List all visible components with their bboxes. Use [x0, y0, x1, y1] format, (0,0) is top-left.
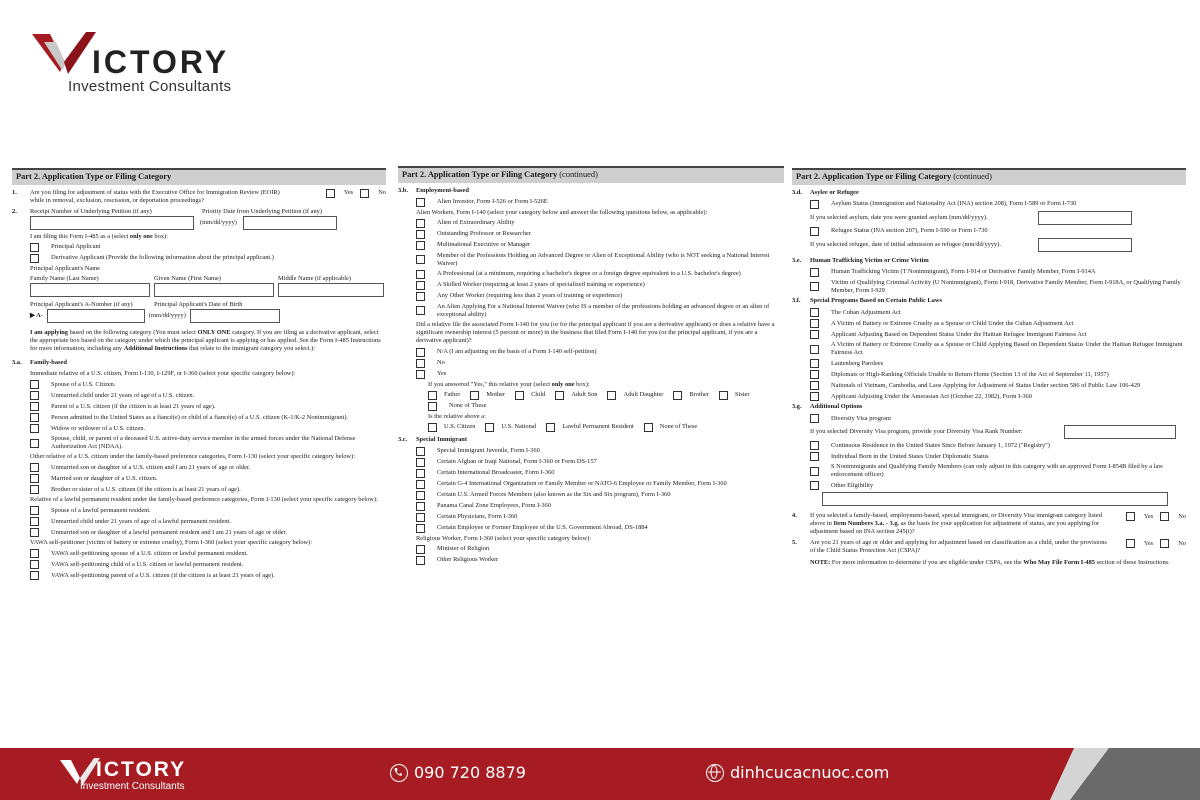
derivative-applicant-checkbox[interactable] [30, 254, 39, 263]
immediate-relative-checkbox[interactable] [30, 439, 39, 448]
special-program-option [792, 341, 1186, 357]
alien-investor-checkbox[interactable] [416, 198, 425, 207]
special-program-option [792, 370, 1186, 379]
page-2-header: Part 2. Application Type or Filing Category (continued) [398, 166, 784, 183]
section-3c-title: Special Immigrant [416, 435, 467, 443]
additional-option-option [792, 463, 1186, 479]
relative-status-label: None of These [659, 423, 698, 431]
relative-filed-option [398, 359, 784, 368]
special-program-checkbox[interactable] [810, 370, 819, 379]
religious-worker-checkbox[interactable] [416, 556, 425, 565]
special-program-label: Diplomats or High-Ranking Officials Unable to Return Home (Section 13 of the Act of September 11, 1957) [831, 370, 1109, 378]
q5-no-checkbox[interactable] [1160, 539, 1169, 548]
special-immigrant-label: Certain Afghan or Iraqi National, Form I-360 or Form DS-157 [437, 458, 597, 466]
special-immigrant-checkbox[interactable] [416, 458, 425, 467]
religious-worker-label: Other Religious Worker [437, 556, 499, 564]
cspa-note: NOTE: For more information to determine if you are eligible under CSPA, see the Who May File Form I-485 section of these Instructions. [810, 558, 1170, 566]
page-3-header: Part 2. Application Type or Filing Category (continued) [792, 168, 1186, 185]
principal-family-name-field[interactable] [30, 283, 150, 297]
question-5: 5. Are you 21 years of age or older and applying for adjustment based on classification as a child, under the provisions of the Child Status Protection Act (CSPA)? Yes No [792, 539, 1186, 555]
special-immigrant-label: Certain International Broadcaster, Form I-360 [437, 469, 555, 477]
special-immigrant-option [398, 447, 784, 456]
immediate-relative-label: Parent of a U.S. citizen (if the citizen is at least 21 years of age). [51, 402, 216, 410]
immediate-relative-checkbox[interactable] [30, 424, 39, 433]
relative-filed-label: N/A (I am adjusting on the basis of a Form I-140 self-petition) [437, 348, 597, 356]
question-1: 1. Are you filing for adjustment of status with the Executive Office for Immigration Review (EOIR) while in removal, exclusion, rescission, or deportation proceedings? Yes No [12, 188, 386, 204]
relative-filed-checkbox[interactable] [416, 359, 425, 368]
relative-type-label: Brother [689, 391, 709, 399]
employment-category-checkbox[interactable] [416, 230, 425, 239]
relative-type-label: Child [531, 391, 546, 399]
phone-icon [390, 764, 408, 782]
relative-type-checkbox[interactable] [555, 391, 564, 400]
family-preference-checkbox[interactable] [30, 474, 39, 483]
relative-type-checkbox[interactable] [470, 391, 479, 400]
footer-website[interactable]: dinhcucacnuoc.com [706, 763, 889, 782]
receipt-number-field[interactable] [30, 216, 194, 230]
applying-instructions: I am applying based on the following category (You must select ONLY ONE category. If you are filing as a derivative applicant, select the appropriate box based on the category under which the principal applicant is applying or has applied. See the Form I-485 Instructions for more information, including any Additional Instructions that relate to the immigrant category you select.): [30, 328, 381, 352]
additional-option-label: Continuous Residence in the United States Since Before January 1, 1972 ("Registry") [831, 441, 1050, 449]
vawa-category-label: VAWA self-petitioning spouse of a U.S. citizen or lawful permanent resident. [51, 549, 248, 557]
special-immigrant-checkbox[interactable] [416, 469, 425, 478]
employment-category-label: Any Other Worker (requiring less than 2 years of training or experience) [437, 292, 623, 300]
relative-filed-option [398, 370, 784, 379]
religious-worker-checkbox[interactable] [416, 545, 425, 554]
relative-type-checkbox[interactable] [673, 391, 682, 400]
principal-applicant-checkbox[interactable] [30, 243, 39, 252]
additional-option-option [792, 481, 1186, 490]
immediate-relative-label: Unmarried child under 21 years of age of a U.S. citizen. [51, 391, 195, 399]
vawa-category-checkbox[interactable] [30, 571, 39, 580]
other-eligibility-field[interactable] [822, 492, 1168, 506]
section-3e-title: Human Trafficking Victim or Crime Victim [810, 256, 929, 264]
trafficking-category-label: Victim of Qualifying Criminal Activity (U Nonimmigrant), Form I-918, Derivative Family Member, Form I-918A, or Qualifying Family Member, Form I-929 [831, 278, 1181, 294]
special-program-label: A Victim of Battery or Extreme Cruelty as a Spouse or Child Applying Based on Dependent Status Under the Haitian Refugee Immigrant Fairness Act [831, 341, 1183, 357]
victory-v-mark [30, 28, 100, 80]
additional-option-checkbox[interactable] [810, 452, 819, 461]
special-immigrant-option [398, 458, 784, 467]
family-preference-label: Brother or sister of a U.S. citizen (if the citizen is at least 21 years of age). [51, 485, 241, 493]
special-program-label: Lautenberg Parolees [831, 359, 884, 367]
special-immigrant-label: Special Immigrant Juvenile, Form I-360 [437, 447, 540, 455]
special-program-checkbox[interactable] [810, 392, 819, 401]
trafficking-category-checkbox[interactable] [810, 282, 819, 291]
employment-category-label: A Skilled Worker (requiring at least 2 years of specialized training or experience) [437, 281, 645, 289]
employment-category-label: An Alien Applying For a National Interest Waiver (who IS a member of the professions holding an advanced degree or an alien of exceptional ability) [437, 302, 770, 318]
vawa-category-option [12, 571, 386, 580]
relative-status-label: U.S. Citizen [444, 423, 476, 431]
principal-given-name-field[interactable] [154, 283, 274, 297]
trafficking-category-checkbox[interactable] [810, 268, 819, 277]
family-preference-checkbox[interactable] [30, 463, 39, 472]
employment-category-checkbox[interactable] [416, 255, 425, 264]
special-immigrant-checkbox[interactable] [416, 524, 425, 533]
relative-filed-checkbox[interactable] [416, 348, 425, 357]
relative-type-checkbox[interactable] [719, 391, 728, 400]
family-preference-checkbox[interactable] [30, 485, 39, 494]
employment-category-checkbox[interactable] [416, 270, 425, 279]
family-preference-option [12, 474, 386, 483]
family-preference-label: Married son or daughter of a U.S. citizen. [51, 474, 158, 482]
employment-category-label: Multinational Executive or Manager [437, 241, 531, 249]
footer-logo-subtitle: Investment Consultants [80, 781, 185, 792]
relative-filed-label: No [437, 359, 445, 367]
immediate-relative-label: Person admitted to the United States as a fiancé(e) or child of a fiancé(e) of a U.S. citizen (K-1/K-2 Nonimmigrant). [51, 413, 349, 421]
special-immigrant-option [398, 524, 784, 533]
question-2: 2. Receipt Number of Underlying Petition (if any) Priority Date from Underlying Petition (if any) (mm/dd/yyyy) [12, 208, 386, 230]
lpr-relative-option [12, 506, 386, 515]
special-program-option [792, 330, 1186, 339]
lpr-relative-checkbox[interactable] [30, 517, 39, 526]
additional-option-label: Other Eligibility [831, 481, 874, 489]
trafficking-category-option [792, 279, 1186, 295]
relative-status-checkbox[interactable] [428, 423, 437, 432]
globe-icon [706, 764, 724, 782]
relative-status-label: Lawful Permanent Resident [562, 423, 634, 431]
employment-category-option [398, 270, 784, 279]
immediate-relative-option [12, 424, 386, 433]
special-program-checkbox[interactable] [810, 381, 819, 390]
special-program-label: Applicant Adjusting Based on Dependent Status Under the Haitian Refugee Immigrant Fairness Act [831, 330, 1087, 338]
q4-yes-checkbox[interactable] [1126, 512, 1135, 521]
relative-type-checkbox[interactable] [607, 391, 616, 400]
employment-category-option [398, 292, 784, 301]
religious-worker-option [398, 556, 784, 565]
employment-category-checkbox[interactable] [416, 292, 425, 301]
trafficking-category-label: Human Trafficking Victim (T Nonimmigrant), Form I-914 or Derivative Family Member, Form I-914A [831, 268, 1096, 276]
lpr-relative-checkbox[interactable] [30, 506, 39, 515]
special-program-option [792, 359, 1186, 368]
special-program-checkbox[interactable] [810, 330, 819, 339]
footer-logo-word: ICTORY [96, 758, 187, 781]
principal-middle-name-field[interactable] [278, 283, 384, 297]
relative-type-label: Sister [734, 391, 750, 399]
family-preference-option [12, 463, 386, 472]
section-3a-title: Family-based [30, 358, 67, 366]
vawa-category-option [12, 549, 386, 558]
special-program-checkbox[interactable] [810, 359, 819, 368]
logo-word: ICTORY [92, 44, 230, 80]
special-program-label: A Victim of Battery or Extreme Cruelty as a Spouse or Child Under the Cuban Adjustment Act [831, 319, 1074, 327]
special-immigrant-checkbox[interactable] [416, 491, 425, 500]
section-3f-title: Special Programs Based on Certain Public Laws [810, 296, 942, 304]
employment-category-option [398, 241, 784, 250]
immediate-relative-option [12, 435, 386, 451]
lpr-relative-label: Unmarried son or daughter of a lawful permanent resident and I am 21 years of age or older. [51, 528, 288, 536]
employment-category-checkbox[interactable] [416, 281, 425, 290]
relative-type-checkbox[interactable] [428, 391, 437, 400]
section-3g-title: Additional Options [810, 403, 863, 411]
special-program-checkbox[interactable] [810, 345, 819, 354]
trafficking-category-option [792, 268, 1186, 277]
section-3b-title: Employment-based [416, 186, 469, 194]
vawa-category-checkbox[interactable] [30, 560, 39, 569]
employment-category-label: A Professional (at a minimum, requiring a bachelor's degree or a foreign degree equivalent to a U.S. bachelor's degree) [437, 270, 741, 278]
special-immigrant-label: Panama Canal Zone Employees, Form I-360 [437, 502, 551, 510]
special-immigrant-label: Certain G-4 International Organization or Family Member or NATO-6 Employee or Family Member, Form I-360 [437, 480, 727, 488]
employment-category-checkbox[interactable] [416, 306, 425, 315]
relative-filed-checkbox[interactable] [416, 370, 425, 379]
form-page-3: Part 2. Application Type or Filing Category (continued) 3.d. Asylee or Refugee Asylum Status (Immigration and Nationality Act (INA) section 208), Form I-589 or Form I-730 If you selected asylum, date you were granted asylum (mm/dd/yyyy). Refugee Status (INA section 207), Form I-590 or Form I-730 If you selected refugee, date of initial admission as refugee (mm/dd/yyyy). 3.e. Human Trafficking Victim or Crime Victim Human Trafficking Victim (T Nonimmigrant), Form I-914 or Derivative Family Member, Form I-914A Victim of Qualifying Criminal Activity (U Nonimmigrant), Form I-918, Derivative Family Member, Form I-918A, or Qualifying Family Member, Form I-929 3.f. Special Programs Based on Certain Public Laws The Cuban Adjustment Act A Victim of Battery or Extreme Cruelty as a Spouse or Child Under the Cuban Adjustment Act Applicant Adjusting Based on Dependent Status Under the Haitian Refugee Immigrant Fairness Act A Victim of Battery or Extreme Cruelty as a Spouse or Child Applying Based on Dependent Status Under the Haitian Refugee Immigrant Fairness Act Lautenberg Parolees Diplomats or High-Ranking Officials Unable to Return Home (Section 13 of the Act of September 11, 1957) Nationals of Vietnam, Cambodia, and Laos Applying for Adjustment of Status Under section 586 of Public Law 106-429 Applicant Adjusting Under the Amerasian Act (October 22, 1982), Form I-360 3.g. Additional Options Diversity Visa program If you selected Diversity Visa program, provide your Diversity Visa Rank Number: Continuous Residence in the United States Since Before January 1, 1972 ("Registry") Individual Born in the United States Under Diplomatic Status S Nonimmigrants and Qualifying Family Members (can only adjust in this category with an approved Form I-854B filed by a law enforcement officer) Other Eligibility 4. If you selected a family-based, employment-based, special immigrant, or Diversity Visa immigrant category listed above in Item Numbers 3.a. - 3.g. as the basis for your application for adjustment of status, are you applying for adjustment based on INA section 245(i)? Yes No 5. Are you 21 years of age or older and applying for adjustment based on classification as a child, under the provisions of the Child Status Protection Act (CSPA)? Yes No NOTE: For more information to determine if you are eligible under CSPA, see the Who May File Form I-485 section of these Instructions. [792, 168, 1186, 567]
special-immigrant-label: Certain Physicians, Form I-360 [437, 513, 518, 521]
special-immigrant-checkbox[interactable] [416, 480, 425, 489]
refugee-status-checkbox[interactable] [810, 227, 819, 236]
footer-logo [58, 754, 208, 796]
relative-type-checkbox[interactable] [515, 391, 524, 400]
immediate-relative-label: Spouse, child, or parent of a deceased U.S. active-duty service member in the armed forces under the National Defense Authorization Act (NDAA). [51, 435, 356, 451]
principal-a-number-field[interactable] [47, 309, 145, 323]
question-4: 4. If you selected a family-based, employment-based, special immigrant, or Diversity Visa immigrant category listed above in Item Numbers 3.a. - 3.g. as the basis for your application for adjustment of status, are you applying for adjustment based on INA section 245(i)? Yes No [792, 512, 1186, 536]
diversity-visa-checkbox[interactable] [810, 414, 819, 423]
immediate-relative-option [12, 380, 386, 389]
special-immigrant-option [398, 491, 784, 500]
immediate-relative-option [12, 391, 386, 400]
special-immigrant-option [398, 502, 784, 511]
immediate-relative-checkbox[interactable] [30, 380, 39, 389]
special-immigrant-option [398, 469, 784, 478]
immediate-relative-label: Widow or widower of a U.S. citizen. [51, 424, 145, 432]
additional-option-option [792, 452, 1186, 461]
additional-option-checkbox[interactable] [810, 441, 819, 450]
special-immigrant-checkbox[interactable] [416, 447, 425, 456]
lpr-relative-option [12, 528, 386, 537]
family-preference-label: Unmarried son or daughter of a U.S. citizen and I am 21 years of age or older. [51, 463, 251, 471]
family-preference-option [12, 485, 386, 494]
section-3d-title: Asylee or Refugee [810, 188, 859, 196]
relative-type-label: Father [444, 391, 461, 399]
immediate-relative-option [12, 402, 386, 411]
employment-category-option [398, 230, 784, 239]
immediate-relative-checkbox[interactable] [30, 402, 39, 411]
special-immigrant-checkbox[interactable] [416, 513, 425, 522]
special-program-label: The Cuban Adjustment Act [831, 308, 901, 316]
victory-logo [30, 28, 250, 98]
immediate-relative-option [12, 413, 386, 422]
relative-type-label: Adult Daughter [623, 391, 664, 399]
employment-category-option [398, 303, 784, 319]
special-program-label: Nationals of Vietnam, Cambodia, and Laos Applying for Adjustment of Status Under section 586 of Public Law 106-429 [831, 381, 1141, 389]
asylum-status-checkbox[interactable] [810, 200, 819, 209]
immediate-relative-label: Spouse of a U.S. Citizen. [51, 380, 116, 388]
form-page-1: Part 2. Application Type or Filing Category 1. Are you filing for adjustment of status with the Executive Office for Immigration Review (EOIR) while in removal, exclusion, rescission, or deportation proceedings? Yes No 2. Receipt Number of Underlying Petition (if any) Priority Date from Underlying Petition (if any) (mm/dd/yyyy) I am filing this Form I-485 as a (select only one box): Principal Applicant Derivative Applicant (Provide the following information about the principal applicant.) Principal Applicant's Name Family Name (Last Name) Given Name (First Name) Middle Name (if applicable) Principal Applicant's A-Number (if any) Principal Applicant's Date of Birth ▶ A- (mm/dd/yyyy) I am applying based on the following category (You must select ONLY ONE category. If you are filing as a derivative applicant, select the appropriate box based on the category under which the principal applicant is applying or has applied. See the Form I-485 Instructions for more information, including any Additional Instructions that relate to the immigrant category you select.): 3.a. Family-based Immediate relative of a U.S. citizen, Form I-130, I-129F, or I-360 (select your specific category below): Spouse of a U.S. Citizen. Unmarried child under 21 years of age of a U.S. citizen. Parent of a U.S. citizen (if the citizen is at least 21 years of age). Person admitted to the United States as a fiancé(e) or child of a fiancé(e) of a U.S. citizen (K-1/K-2 Nonimmigrant). Widow or widower of a U.S. citizen. Spouse, child, or parent of a deceased U.S. active-duty service member in the armed forces under the National Defense Authorization Act (NDAA). Other relative of a U.S. citizen under the family-based preference categories, Form I-130 (select your specific category below): Unmarried son or daughter of a U.S. citizen and I am 21 years of age or older. Married son or daughter of a U.S. citizen. Brother or sister of a U.S. citizen (if the citizen is at least 21 years of age). Relative of a lawful permanent resident under the family-based preference categories, Form I-130 (select your specific category below): Spouse of a lawful permanent resident. Unmarried child under 21 years of age of a lawful permanent resident. Unmarried son or daughter of a lawful permanent resident and I am 21 years of age or older. VAWA self-petitioner (victim of battery or extreme cruelty), Form I-360 (select your specific category below): VAWA self-petitioning spouse of a U.S. citizen or lawful permanent resident. VAWA self-petitioning child of a U.S. citizen or lawful permanent resident. VAWA self-petitioning parent of a U.S. citizen (if the citizen is at least 21 years of age). [12, 168, 386, 582]
lpr-relative-label: Unmarried child under 21 years of age of a lawful permanent resident. [51, 517, 231, 525]
relative-status-label: U.S. National [501, 423, 537, 431]
special-immigrant-option [398, 480, 784, 489]
page-1-header: Part 2. Application Type or Filing Category [12, 168, 386, 185]
relative-filed-label: Yes [437, 370, 447, 378]
relative-status-checkbox[interactable] [644, 423, 653, 432]
immediate-relative-checkbox[interactable] [30, 391, 39, 400]
relative-type-label: Adult Son [571, 391, 598, 399]
relative-type-label: Mother [486, 391, 506, 399]
employment-category-checkbox[interactable] [416, 241, 425, 250]
special-program-option [792, 392, 1186, 401]
principal-dob-field[interactable] [190, 309, 280, 323]
special-immigrant-label: Certain Employee or Former Employee of the U.S. Government Abroad, DS-1884 [437, 524, 648, 532]
additional-option-option [792, 441, 1186, 450]
footer-phone[interactable]: 090 720 8879 [390, 763, 526, 782]
relative-status-checkbox[interactable] [485, 423, 494, 432]
religious-worker-option [398, 545, 784, 554]
relative-filed-option [398, 348, 784, 357]
relative-status-checkbox[interactable] [546, 423, 555, 432]
special-program-label: Applicant Adjusting Under the Amerasian Act (October 22, 1982), Form I-360 [831, 392, 1032, 400]
special-program-option [792, 381, 1186, 390]
priority-date-field[interactable] [243, 216, 337, 230]
logo-subtitle: Investment Consultants [68, 78, 232, 95]
vawa-category-checkbox[interactable] [30, 549, 39, 558]
employment-category-checkbox[interactable] [416, 219, 425, 228]
additional-option-checkbox[interactable] [810, 481, 819, 490]
q1-no-checkbox[interactable] [360, 189, 369, 198]
employment-category-label: Outstanding Professor or Researcher [437, 230, 531, 238]
diversity-rank-field[interactable] [1064, 425, 1176, 439]
religious-worker-label: Minister of Religion [437, 545, 490, 553]
vawa-category-option [12, 560, 386, 569]
lpr-relative-label: Spouse of a lawful permanent resident. [51, 506, 151, 514]
immediate-relative-checkbox[interactable] [30, 413, 39, 422]
employment-category-label: Member of the Professions Holding an Advanced Degree or Alien of Exceptional Ability (who is NOT seeking a National Interest Waiver) [437, 251, 770, 267]
special-immigrant-label: Certain U.S. Armed Forces Members (also known as the Six and Six program), Form I-360 [437, 491, 671, 499]
relative-none-checkbox[interactable] [428, 402, 437, 411]
q4-no-checkbox[interactable] [1160, 512, 1169, 521]
special-program-option [792, 319, 1186, 328]
employment-category-option [398, 281, 784, 290]
form-page-2: Part 2. Application Type or Filing Category (continued) 3.b. Employment-based Alien Investor, Form I-526 or Form I-526E Alien Workers, Form I-140 (select your category below and answer the following questions below, as applicable): Alien of Extraordinary Ability Outstanding Professor or Researcher Multinational Executive or Manager Member of the Professions Holding an Advanced Degree or Alien of Exceptional Ability (who is NOT seeking a National Interest Waiver) A Professional (at a minimum, requiring a bachelor's degree or a foreign degree equivalent to a U.S. bachelor's degree) A Skilled Worker (requiring at least 2 years of specialized training or experience) Any Other Worker (requiring less than 2 years of training or experience) An Alien Applying For a National Interest Waiver (who IS a member of the professions holding an advanced degree or an alien of exceptional ability) Did a relative file the associated Form I-140 for you (or for the principal applicant if you are a derivative applicant) or does a relative have a significant ownership interest (5 percent or more) in the business that filed Form I-140 for you (or the principal applicant, if you are a derivative applicant)? N/A (I am adjusting on the basis of a Form I-140 self-petition) No Yes If you answered "Yes," this relative your (select only one box): Father Mother Child Adult Son Adult Daughter Brother Sister None of These Is the relative above a: U.S. Citizen U.S. National Lawful Permanent Resident None of These 3.c. Special Immigrant Special Immigrant Juvenile, Form I-360 Certain Afghan or Iraqi National, Form I-360 or Form DS-157 Certain International Broadcaster, Form I-360 Certain G-4 International Organization or Family Member or NATO-6 Employee or Family Member, Form I-360 Certain U.S. Armed Forces Members (also known as the Six and Six program), Form I-360 Panama Canal Zone Employees, Form I-360 Certain Physicians, Form I-360 Certain Employee or Former Employee of the U.S. Government Abroad, DS-1884 Religious Worker, Form I-360 (select your specific category below): Minister of Religion Other Religious Worker [398, 166, 784, 567]
asylum-date-field[interactable] [1038, 211, 1132, 225]
employment-category-label: Alien of Extraordinary Ability [437, 219, 515, 227]
employment-category-option [398, 252, 784, 268]
footer-bar [0, 748, 1200, 800]
q5-yes-checkbox[interactable] [1126, 539, 1135, 548]
employment-category-option [398, 219, 784, 228]
additional-option-checkbox[interactable] [810, 467, 819, 476]
additional-option-label: Individual Born in the United States Under Diplomatic Status [831, 452, 989, 460]
vawa-category-label: VAWA self-petitioning parent of a U.S. citizen (if the citizen is at least 21 years of age). [51, 571, 275, 579]
lpr-relative-option [12, 517, 386, 526]
refugee-date-field[interactable] [1038, 238, 1132, 252]
lpr-relative-checkbox[interactable] [30, 528, 39, 537]
special-program-option [792, 308, 1186, 317]
additional-option-label: S Nonimmigrants and Qualifying Family Members (can only adjust in this category with an approved Form I-854B filed by a law enforcement officer) [831, 463, 1163, 479]
special-program-checkbox[interactable] [810, 319, 819, 328]
special-immigrant-checkbox[interactable] [416, 502, 425, 511]
special-program-checkbox[interactable] [810, 308, 819, 317]
q1-yes-checkbox[interactable] [326, 189, 335, 198]
special-immigrant-option [398, 513, 784, 522]
vawa-category-label: VAWA self-petitioning child of a U.S. citizen or lawful permanent resident. [51, 560, 244, 568]
